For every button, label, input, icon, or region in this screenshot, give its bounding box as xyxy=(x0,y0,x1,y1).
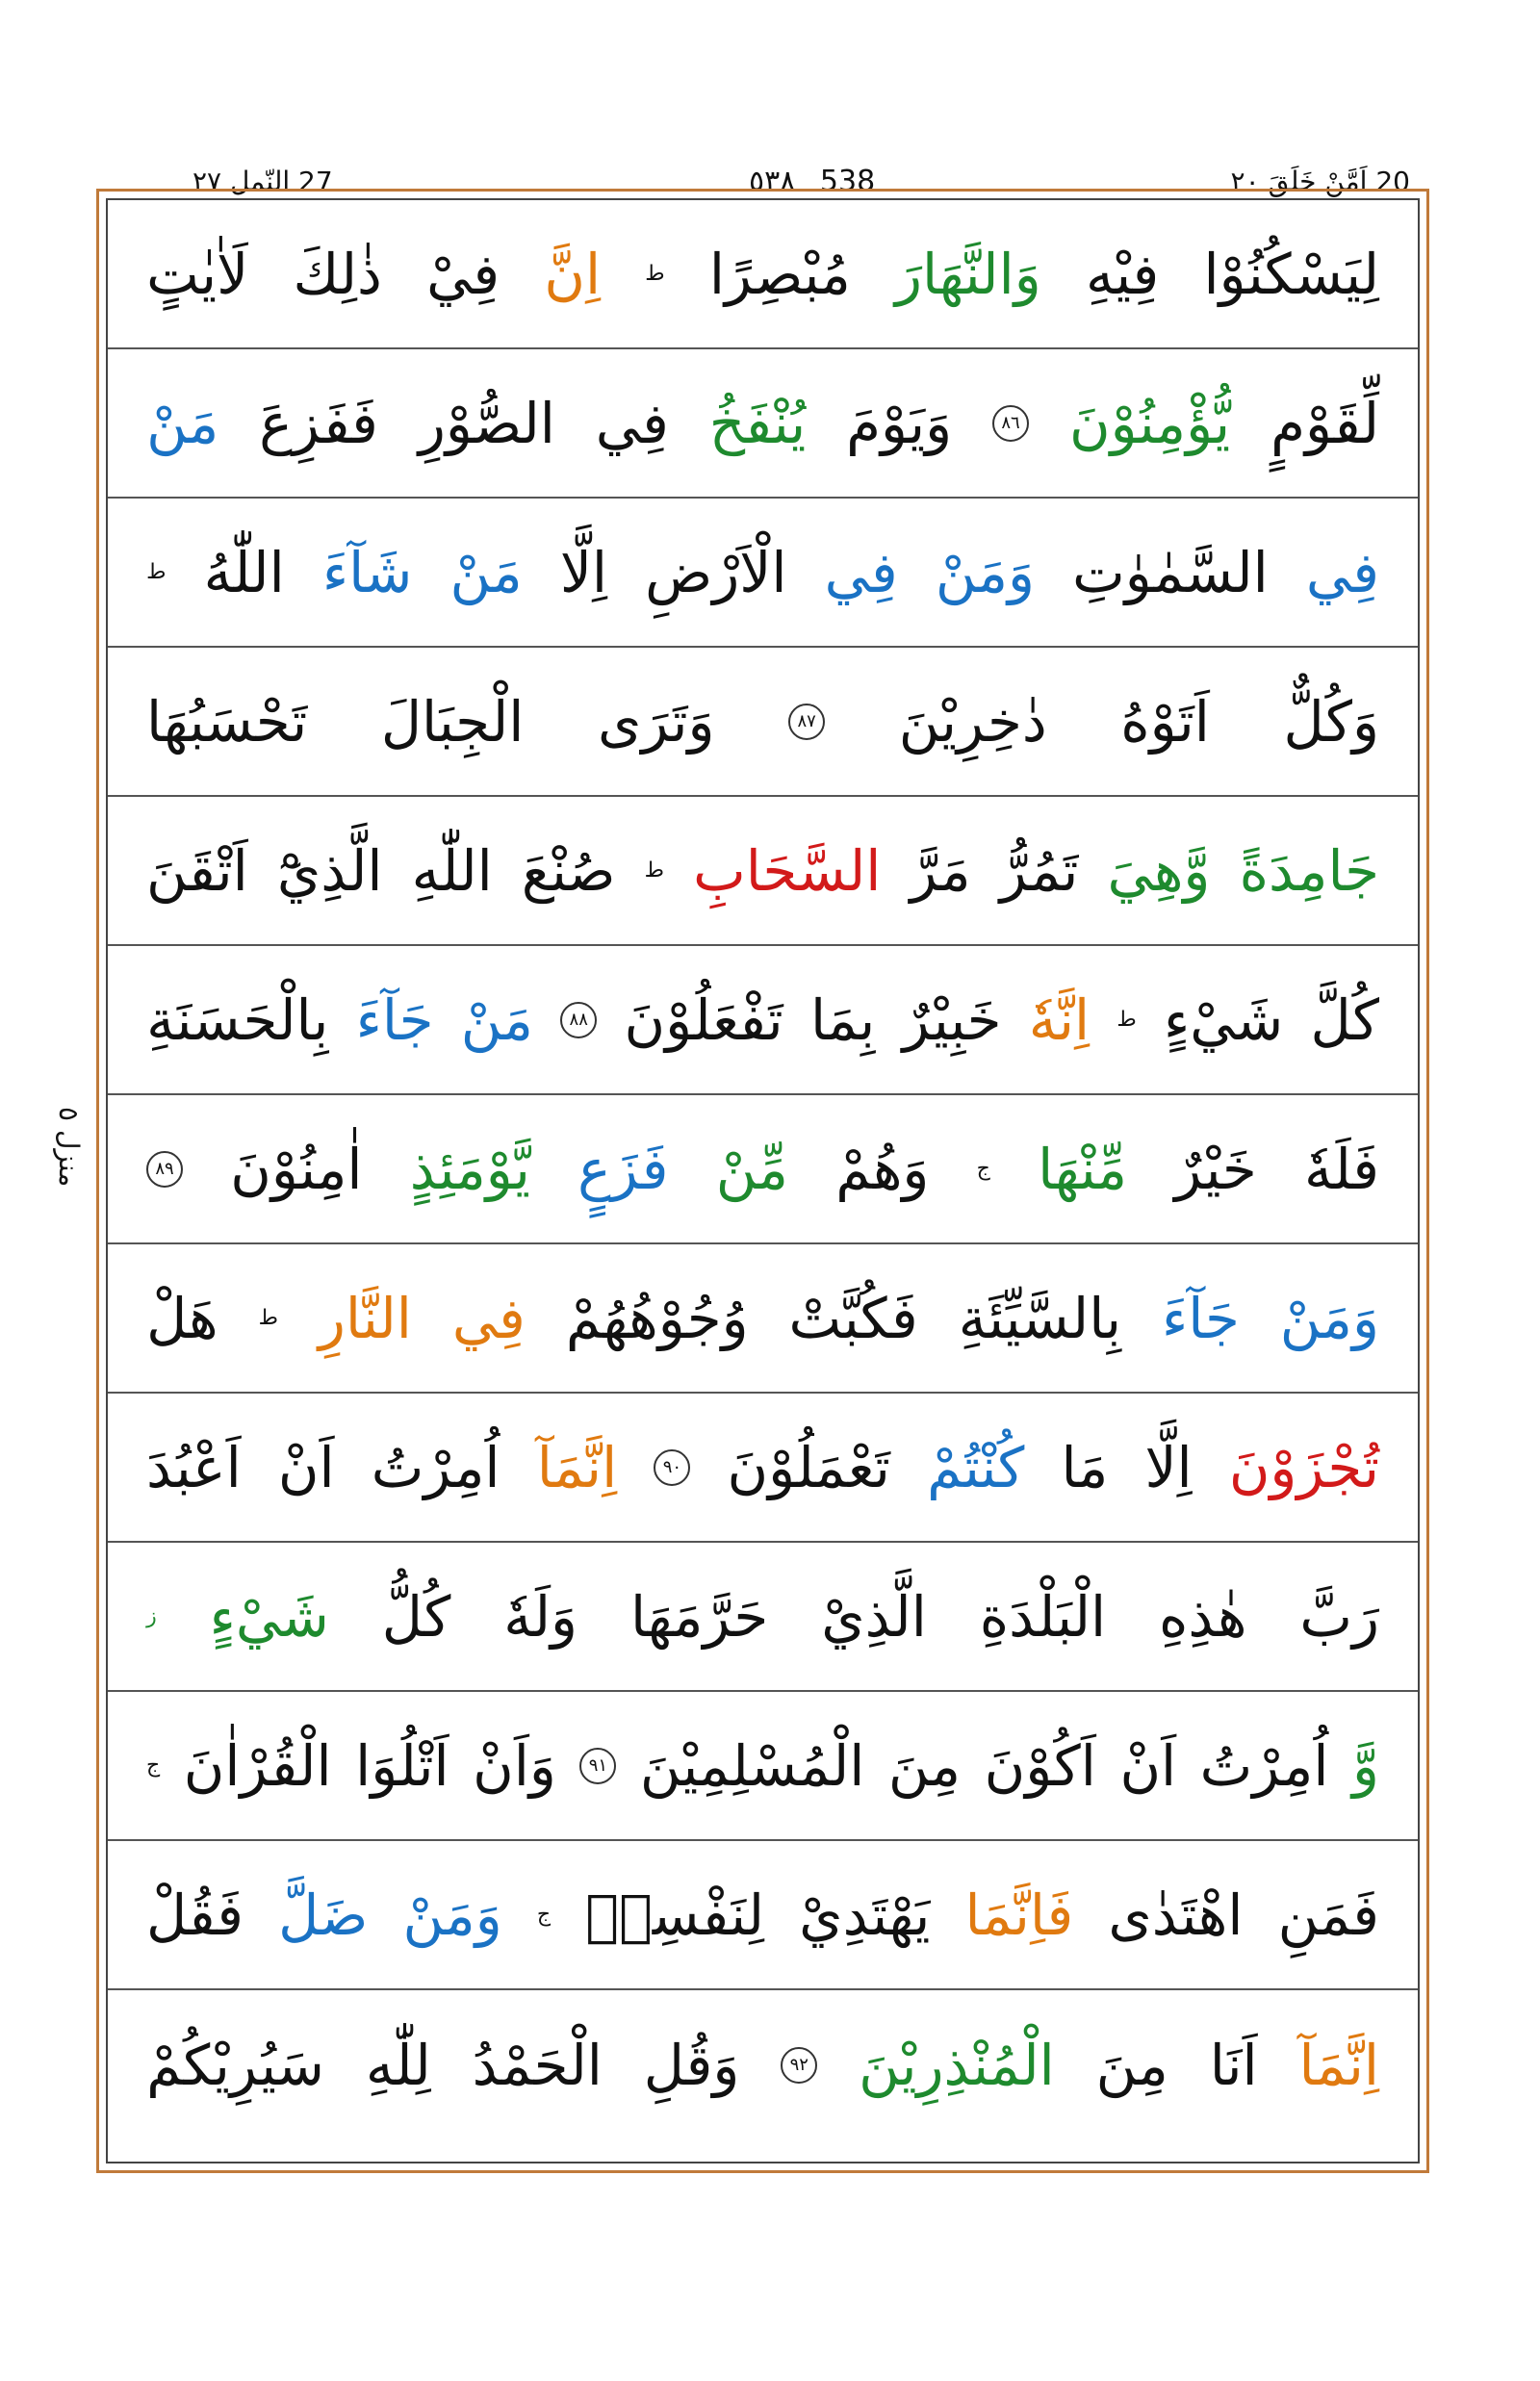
quran-word: مَنْ xyxy=(460,986,533,1053)
quran-word: يُنْفَخُ xyxy=(708,390,807,456)
quran-word: فِيْهِ xyxy=(1085,241,1160,307)
quran-word: مَرَّ xyxy=(910,837,971,904)
quran-word: بِالْحَسَنَةِ xyxy=(146,986,329,1053)
verse-line xyxy=(108,648,1418,797)
quran-word: اٰمِنُوْنَ xyxy=(230,1136,363,1202)
quran-word: ذٰلِكَ xyxy=(293,241,382,307)
quran-word: الْمُسْلِمِيْنَ xyxy=(639,1732,865,1799)
quran-word: وَالنَّهَارَ xyxy=(895,241,1041,307)
quran-word: مِّنْهَا xyxy=(1038,1136,1128,1202)
quran-word: وَيَوْمَ xyxy=(846,390,953,456)
quran-word: جَآءَ xyxy=(355,986,434,1053)
quran-word: الْاَرْضِ xyxy=(645,539,787,605)
quran-word: الْمُنْذِرِيْنَ xyxy=(859,2032,1055,2098)
quran-word: اَنَا xyxy=(1209,2032,1258,2098)
quran-word: اللّٰهِ xyxy=(411,837,493,904)
quran-word: اَعْبُدَ xyxy=(146,1434,242,1500)
waqf-stop-sign: ز xyxy=(146,1604,157,1628)
quran-word: اَنْ xyxy=(277,1434,335,1500)
quran-word: ضَلَّ xyxy=(278,1882,369,1948)
quran-word: الْحَمْدُ xyxy=(472,2032,603,2098)
quran-word: هَلْ xyxy=(146,1285,218,1351)
quran-word: اِنَّمَآ xyxy=(536,1434,618,1500)
quran-word: فِي xyxy=(595,390,669,456)
quran-word: فَمَنِ xyxy=(1277,1882,1379,1948)
quran-word: تَمُرُّ xyxy=(999,837,1079,904)
quran-word: يُّؤْمِنُوْنَ xyxy=(1068,390,1231,456)
quran-word: اِلَّا xyxy=(1144,1434,1193,1500)
quran-word: اِلَّا xyxy=(559,539,608,605)
quran-word: الصُّوْرِ xyxy=(418,390,555,456)
quran-word: يَّوْمَئِذٍ xyxy=(409,1136,530,1202)
quran-word: وَمَنْ xyxy=(402,1882,502,1948)
verse-line xyxy=(108,946,1418,1095)
quran-word: مِنَ xyxy=(1095,2032,1168,2098)
waqf-stop-sign: ج xyxy=(976,1157,990,1181)
quran-word: حَرَّمَهَا xyxy=(629,1583,769,1650)
quran-word: رَبَّ xyxy=(1299,1583,1379,1650)
quran-word: اهْتَدٰى xyxy=(1108,1882,1244,1948)
quran-word: الَّذِيْ xyxy=(821,1583,927,1650)
quran-word: جَامِدَةً xyxy=(1239,837,1379,904)
quran-word: السَّمٰوٰتِ xyxy=(1072,539,1269,605)
verse-line xyxy=(108,499,1418,648)
quran-word: يَهْتَدِيْ xyxy=(799,1882,931,1948)
page-number-latin: 538 xyxy=(819,165,876,198)
quran-word: اَكُوْنَ xyxy=(984,1732,1096,1799)
quran-word: مَنْ xyxy=(449,539,523,605)
quran-word: اِنَّ xyxy=(544,241,602,307)
verse-line xyxy=(108,1244,1418,1394)
quran-word: وَلَهٗ xyxy=(503,1583,578,1650)
verse-line xyxy=(108,1394,1418,1543)
verse-line xyxy=(108,1543,1418,1692)
quran-word: مِنَ xyxy=(887,1732,962,1799)
quran-word: مِّنْ xyxy=(715,1136,788,1202)
quran-word: وَهُمْ xyxy=(835,1136,930,1202)
quran-word: وَمَنْ xyxy=(1279,1285,1379,1351)
quran-word: النَّارِ xyxy=(318,1285,412,1351)
quran-word: فِي xyxy=(824,539,898,605)
quran-word: تَفْعَلُوْنَ xyxy=(624,986,783,1053)
ayah-number-marker: ٨٨ xyxy=(560,1002,597,1038)
quran-word: لَاٰيٰتٍ xyxy=(146,241,249,307)
quran-word: شَيْءٍ xyxy=(1163,986,1284,1053)
quran-word: كُلَّ xyxy=(1310,986,1379,1053)
quran-word: فِي xyxy=(451,1285,526,1351)
quran-word: مَا xyxy=(1061,1434,1109,1500)
quran-word: الْقُرْاٰنَ xyxy=(183,1732,332,1799)
waqf-stop-sign: ج xyxy=(146,1754,161,1778)
verse-line xyxy=(108,349,1418,499)
quran-word: اَتْقَنَ xyxy=(146,837,248,904)
quran-word: فَفَزِعَ xyxy=(259,390,378,456)
quran-word: وَاَنْ xyxy=(473,1732,556,1799)
quran-word: لِلّٰهِ xyxy=(365,2032,431,2098)
quran-word: الَّذِيْٓ xyxy=(276,837,383,904)
quran-word: وَقُلِ xyxy=(643,2032,740,2098)
quran-word: اللّٰهُ xyxy=(203,539,285,605)
quran-word: هٰذِهِ xyxy=(1159,1583,1247,1650)
quran-word: اُمِرْتُ xyxy=(371,1434,500,1500)
quran-word: فَزَعٍ xyxy=(578,1136,669,1202)
quran-word: وَمَنْ xyxy=(935,539,1036,605)
quran-word: السَّحَابِ xyxy=(693,837,882,904)
header-surah-label: 27 النّمل ٢٧ xyxy=(183,162,343,202)
quran-word: فَكُبَّتْ xyxy=(788,1285,918,1351)
quran-word: وُجُوْهُهُمْ xyxy=(565,1285,749,1351)
quran-word: شَيْءٍ xyxy=(209,1583,329,1650)
ayah-number-marker: ٨٦ xyxy=(992,405,1029,442)
quran-word: وَّ xyxy=(1351,1732,1379,1799)
verse-line xyxy=(108,1095,1418,1244)
quran-word: شَآءَ xyxy=(321,539,413,605)
quran-word: اَنْ xyxy=(1119,1732,1177,1799)
quran-word: خَيْرٌ xyxy=(1174,1136,1257,1202)
ayah-number-marker: ٩٢ xyxy=(781,2047,817,2084)
header-juz-label: 20 اَمَّنْ خَلَقَ ٢٠ xyxy=(1221,162,1420,202)
waqf-stop-sign: ج xyxy=(536,1903,552,1927)
waqf-stop-sign: ط xyxy=(258,1306,278,1330)
quran-word: كُنْتُمْ xyxy=(927,1434,1025,1500)
verse-line xyxy=(108,1990,1418,2139)
quran-word: سَيُرِيْكُمْ xyxy=(146,2032,324,2098)
quran-word: بِالسَّيِّئَةِ xyxy=(958,1285,1122,1351)
waqf-stop-sign: ط xyxy=(645,262,665,286)
quran-word: صُنْعَ xyxy=(521,837,616,904)
quran-word: لِّقَوْمٍ xyxy=(1270,390,1379,456)
quran-word: اَتَوْهُ xyxy=(1120,688,1210,755)
quran-word: وَتَرَى xyxy=(597,688,715,755)
manzil-margin-note: منزل ٥ xyxy=(53,1107,85,1188)
quran-word: اَتْلُوَا xyxy=(355,1732,449,1799)
quran-word: اِنَّهٗ xyxy=(1028,986,1091,1053)
quran-word: بِمَا xyxy=(809,986,876,1053)
quran-word: اُمِرْتُ xyxy=(1199,1732,1329,1799)
ayah-number-marker: ٨٧ xyxy=(788,704,825,740)
ayah-number-marker: ٩٠ xyxy=(654,1449,690,1486)
quran-word: الْجِبَالَ xyxy=(380,688,525,755)
quran-word: فِي xyxy=(1305,539,1379,605)
quran-word: تَعْمَلُوْنَ xyxy=(727,1434,890,1500)
quran-word: وَكُلٌّ xyxy=(1283,688,1379,755)
quran-word: اِنَّمَآ xyxy=(1298,2032,1379,2098)
waqf-stop-sign: ط xyxy=(1116,1008,1137,1032)
quran-word: تُجْزَوْنَ xyxy=(1228,1434,1379,1500)
quran-word: تَحْسَبُهَا xyxy=(146,688,308,755)
waqf-stop-sign: ط xyxy=(146,560,167,584)
verse-line xyxy=(108,1841,1418,1990)
ayah-number-marker: ٩١ xyxy=(579,1748,616,1784)
verse-line xyxy=(108,1692,1418,1841)
quran-word: فَقُلْ xyxy=(146,1882,244,1948)
quran-word: جَآءَ xyxy=(1162,1285,1240,1351)
quran-word: مُبْصِرًا xyxy=(708,241,851,307)
quran-word: لِنَفْسِهٖ xyxy=(585,1882,765,1948)
quran-word: كُلُّ xyxy=(381,1583,451,1650)
quran-word: دٰخِرِيْنَ xyxy=(898,688,1047,755)
quran-word: وَّهِيَ xyxy=(1107,837,1211,904)
verse-line xyxy=(108,797,1418,946)
quran-word: لِيَسْكُنُوْا xyxy=(1203,241,1379,307)
quran-word: فَلَهٗ xyxy=(1303,1136,1379,1202)
page-number-arabic: ٥٣٨ xyxy=(749,165,796,198)
waqf-stop-sign: ط xyxy=(644,858,664,883)
verse-line xyxy=(108,200,1418,349)
ayah-number-marker: ٨٩ xyxy=(146,1151,183,1188)
quran-word: فِيْ xyxy=(426,241,500,307)
quran-word: خَبِيْرٌ xyxy=(902,986,1002,1053)
quran-word: مَنْ xyxy=(146,390,219,456)
quran-word: فَاِنَّمَا xyxy=(964,1882,1074,1948)
quran-word: الْبَلْدَةِ xyxy=(979,1583,1107,1650)
